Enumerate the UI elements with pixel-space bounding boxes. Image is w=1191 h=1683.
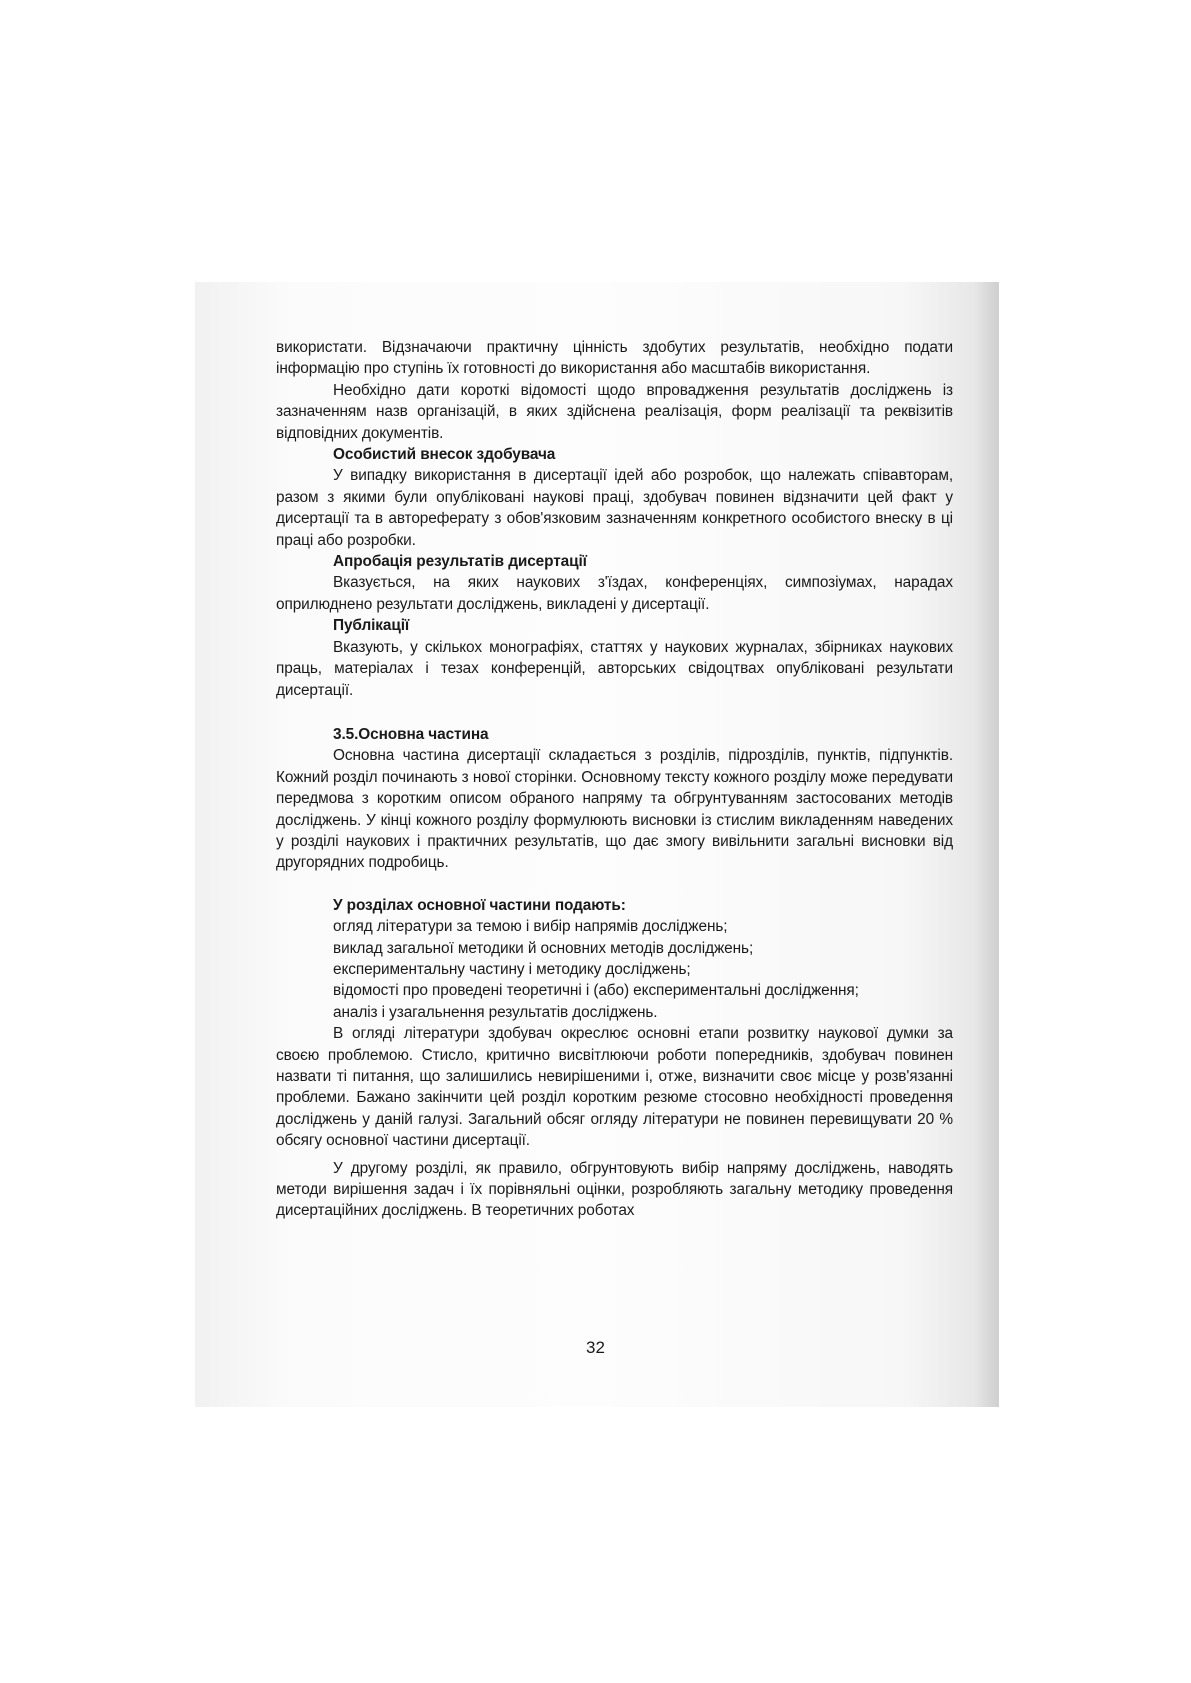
section-heading-main-part: 3.5.Основна частина bbox=[333, 725, 489, 743]
paragraph-second-section: У другому розділі, як правило, обгрунтовують вибір напряму досліджень, наводять методи вирішення задач і їх порівняльні оцінки, розробляють загальну методику проведення дисертаційних досліджень. В теоретичних роботах bbox=[276, 1159, 953, 1220]
heading-approbation: Апробація результатів дисертації bbox=[333, 553, 587, 571]
paragraph-implementation: Необхідно дати короткі відомості щодо впровадження результатів досліджень із зазначенням назв організацій, в яких здійснена реалізація, форм реалізації та реквізитів відповідних документів. bbox=[276, 381, 953, 442]
heading-personal-contribution: Особистий внесок здобувача bbox=[333, 446, 556, 464]
heading-publications: Публікації bbox=[333, 617, 410, 635]
paragraph-main-part: Основна частина дисертації складається з розділів, підрозділів, пунктів, підпунктів. Кожний розділ починають з нової сторінки. Основному тексту кожного розділу може передувати передмова з коротким описом обраного напряму та обгрунтуванням застосованих методів досліджень. У кінці кожного розділу формулюють висновки із стислим викладенням наведених у розділі наукових і практичних результатів, що дає змогу вивільнити загальні висновки від другорядних подробиць. bbox=[276, 747, 953, 872]
list-item: аналіз і узагальнення результатів досліджень. bbox=[333, 1003, 658, 1021]
paragraph-publications: Вказують, у скількох монографіях, статтях у наукових журналах, збірниках наукових праць, матеріалах і тезах конференцій, авторських свідоцтвах опубліковані результати дисертації. bbox=[276, 638, 953, 699]
list-item: експериментальну частину і методику досліджень; bbox=[333, 960, 691, 978]
paragraph-personal-contribution: У випадку використання в дисертації ідей або розробок, що належать співавторам, разом з якими були опубліковані наукові праці, здобувач повинен відзначити цей факт у дисертації та в автореферату з обов'язковим зазначенням конкретного особистого внеску в ці праці або розробки. bbox=[276, 467, 953, 549]
heading-main-part-contents: У розділах основної частини подають: bbox=[333, 896, 626, 914]
list-item: огляд літератури за темою і вибір напрямів досліджень; bbox=[333, 918, 728, 936]
list-item: виклад загальної методики й основних методів досліджень; bbox=[333, 939, 754, 957]
page-body bbox=[276, 337, 953, 1222]
scan-shadow-edge bbox=[975, 282, 999, 1407]
main-part-contents-list bbox=[276, 916, 953, 1023]
page-number: 32 bbox=[586, 1338, 605, 1357]
paragraph-approbation: Вказується, на яких наукових з'їздах, конференціях, симпозіумах, нарадах оприлюднено результати досліджень, викладені у дисертації. bbox=[276, 574, 953, 613]
paragraph-literature-review: В огляді літератури здобувач окреслює основні етапи розвитку наукової думки за своєю проблемою. Стисло, критично висвітлюючи роботи попередників, здобувач повинен назвати ті питання, що залишились невирішеними і, отже, визначити своє місце у розв'язанні проблеми. Бажано закінчити цей розділ коротким резюме стосовно необхідності проведення досліджень у даній галузі. Загальний обсяг огляду літератури не повинен перевищувати 20 % обсягу основної частини дисертації. bbox=[276, 1025, 953, 1150]
paragraph-usage: використати. Відзначаючи практичну цінність здобутих результатів, необхідно подати інформацію про ступінь їх готовності до використання або масштабів використання. bbox=[276, 339, 953, 378]
list-item: відомості про проведені теоретичні і (або) експериментальні дослідження; bbox=[333, 982, 859, 1000]
